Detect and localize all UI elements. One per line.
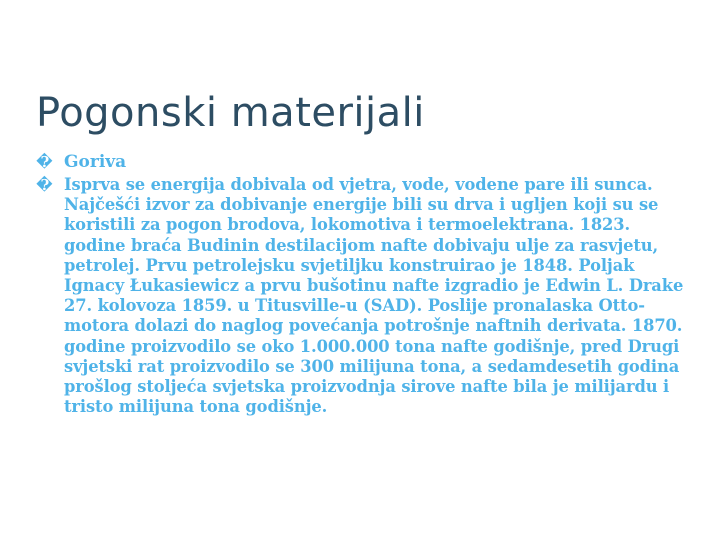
slide-title: Pogonski materijali — [36, 90, 425, 136]
bullet-marker-icon: � — [36, 176, 53, 194]
slide-content — [36, 152, 696, 417]
bullet-text: Isprva se energija dobivala od vjetra, vode, vodene pare ili sunca. Najčešći izvor za dobivanje energije bili su drva i ugljen koji su se koristili za pogon brodova, lokomotiva i termoelektrana. 1823. godine braća Budinin destilacijom nafte dobivaju ulje za rasvjetu, petrolej. Prvu petrolejsku svjetiljku konstruirao je 1848. Poljak Ignacy Łukasiewicz a prvu bušotinu nafte izgradio je Edwin L. Drake 27. kolovoza 1859. u Titusville-u (SAD). Poslije pronalaska Otto-motora dolazi do naglog povećanja potrošnje naftnih derivata. 1870. godine proizvodilo se oko 1.000.000 tona nafte godišnje, pred Drugi svjetski rat proizvodilo se 300 milijuna tona, a sedamdesetih godina prošlog stoljeća svjetska proizvodnja sirove nafte bila je milijardu i tristo milijuna tona godišnje. — [64, 175, 684, 417]
bullet-text: Goriva — [64, 152, 127, 172]
bullet-marker-icon: � — [36, 153, 53, 171]
bullet-item — [36, 175, 696, 417]
bullet-item — [36, 152, 696, 173]
